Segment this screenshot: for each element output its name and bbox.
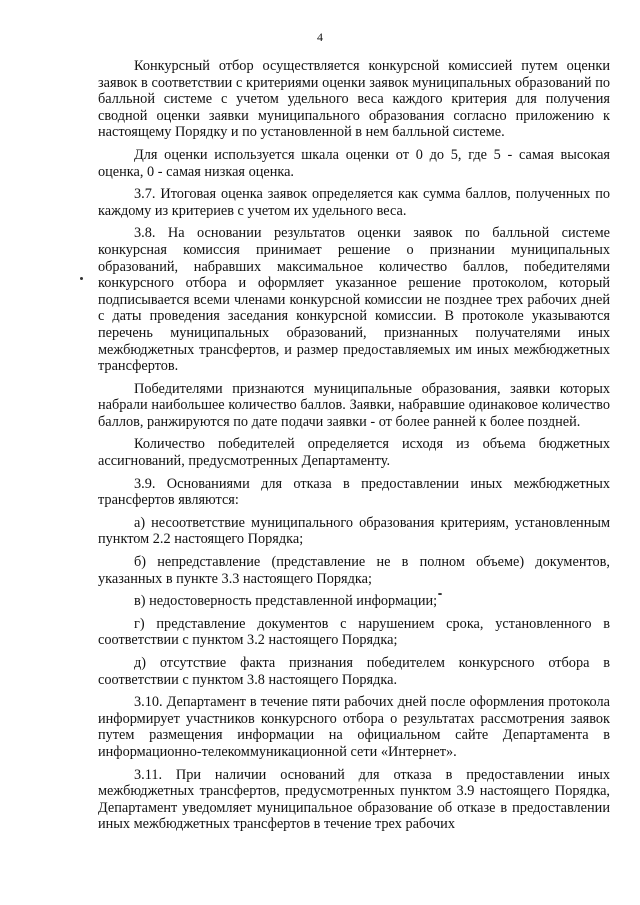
page-number: 4 [317,30,323,44]
scan-speck [80,277,83,280]
list-item-d: д) отсутствие факта признания победителем конкурсного отбора в соответствии с пунктом 3.8 настоящего Порядка. [98,655,610,688]
list-item-a: а) несоответствие муниципального образования критериям, установленным пунктом 2.2 настоящего Порядка; [98,514,610,548]
list-item-b: б) непредставление (представление не в полном объеме) документов, указанных в пункте 3.3 настоящего Порядка; [98,554,610,587]
paragraph-3-7: 3.7. Итоговая оценка заявок определяется как сумма баллов, полученных по каждому из критериев с учетом их удельного веса. [98,186,610,219]
list-item-v: в) недостоверность представленной информации; [134,593,438,610]
paragraph-winners: Победителями признаются муниципальные образования, заявки которых набрали наибольшее количество баллов. Заявки, набравшие одинаковое количество баллов, ранжируются по дате подачи заявки - от более ранней к более поздней. [98,380,610,430]
body-text [98,58,610,833]
paragraph-3-11: 3.11. При наличии оснований для отказа в предоставлении иных межбюджетных трансфертов, предусмотренных пунктом 3.9 настоящего Порядка, Департамент уведомляет муниципальное образование об отказе в предоставлении иных межбюджетных трансфертов в течение трех рабочих [98,766,610,833]
paragraph-3-9: 3.9. Основаниями для отказа в предоставлении иных межбюджетных трансфертов являются: [98,475,610,509]
paragraph-winner-count: Количество победителей определяется исходя из объема бюджетных ассигнований, предусмотренных Департаменту. [98,436,610,470]
paragraph-rating-scale: Для оценки используется шкала оценки от 0 до 5, где 5 - самая высокая оценка, 0 - самая низкая оценка. [98,146,610,180]
paragraph-3-8: 3.8. На основании результатов оценки заявок по балльной системе конкурсная комиссия принимает решение о признании муниципальных образований, набравших максимальное количество баллов, победителями конкурсного отбора и оформляет указанное решение протоколом, который подписывается всеми членами конкурсной комиссии не позднее трех рабочих дней с даты проведения заседания конкурсной комиссии. В протоколе указываются перечень муниципальных образований, признанных получателями иных межбюджетных трансфертов, и размер предоставляемых им иных межбюджетных трансфертов. [98,225,610,375]
list-item-g: г) представление документов с нарушением срока, установленного в соответствии с пунктом 3.2 настоящего Порядка; [98,615,610,649]
paragraph-3-10: 3.10. Департамент в течение пяти рабочих дней после оформления протокола информирует участников конкурсного отбора о результатах рассмотрения заявок путем размещения информации на официальном сайте Департамента в информационно-телекоммуникационной сети «Интернет». [98,694,610,760]
paragraph-competitive-selection: Конкурсный отбор осуществляется конкурсной комиссией путем оценки заявок в соответствии с критериями оценки заявок муниципальных образований по балльной системе с учетом удельного веса каждого критерия для получения сводной оценки заявки муниципального образования согласно приложению к настоящему Порядку и по установленной в нем балльной системе. [98,58,610,141]
